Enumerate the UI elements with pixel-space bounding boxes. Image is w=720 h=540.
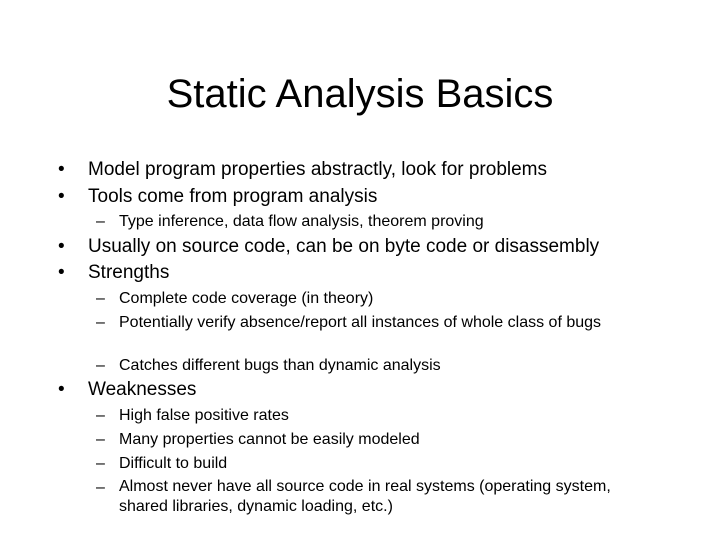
bullet-text: Weaknesses <box>88 379 197 400</box>
bullet-marker: • <box>58 379 65 400</box>
sub-bullet-item <box>96 211 639 232</box>
bullet-text: Tools come from program analysis <box>88 186 378 207</box>
sub-bullet-item <box>96 312 639 333</box>
bullet-marker: • <box>58 159 65 180</box>
slide-title: Static Analysis Basics <box>166 72 554 116</box>
sub-bullet-marker: – <box>96 479 105 496</box>
sub-bullet-item <box>96 288 639 309</box>
sub-bullet-marker: – <box>96 431 105 448</box>
bullet-item <box>58 158 548 182</box>
sub-bullet-item <box>96 477 639 517</box>
bullet-text: Model program properties abstractly, look for problems <box>88 159 548 180</box>
bullet-text: Strengths <box>88 262 170 283</box>
bullet-marker: • <box>58 262 65 283</box>
sub-bullet-marker: – <box>96 357 105 374</box>
sub-bullet-marker: – <box>96 213 105 230</box>
sub-bullet-text: High false positive rates <box>119 407 289 424</box>
bullet-marker: • <box>58 236 65 257</box>
bullet-item <box>58 378 197 402</box>
sub-bullet-item <box>96 355 639 376</box>
bullet-text: Usually on source code, can be on byte code or disassembly <box>88 236 600 257</box>
sub-bullet-text: Complete code coverage (in theory) <box>119 290 374 307</box>
sub-bullet-text: Almost never have all source code in real systems (operating system, shared libraries, dynamic loading, etc.) <box>119 478 611 515</box>
sub-bullet-item <box>96 405 639 426</box>
sub-bullet-text: Many properties cannot be easily modeled <box>119 431 420 448</box>
sub-bullet-text: Difficult to build <box>119 455 228 472</box>
bullet-item <box>58 235 600 259</box>
bullet-item <box>58 185 378 209</box>
sub-bullet-text: Catches different bugs than dynamic analysis <box>119 357 441 374</box>
sub-bullet-item <box>96 453 639 474</box>
bullet-marker: • <box>58 186 65 207</box>
sub-bullet-marker: – <box>96 314 105 331</box>
sub-bullet-marker: – <box>96 455 105 472</box>
sub-bullet-marker: – <box>96 290 105 307</box>
sub-bullet-text: Type inference, data flow analysis, theorem proving <box>119 213 484 230</box>
sub-bullet-marker: – <box>96 407 105 424</box>
sub-bullet-item <box>96 429 639 450</box>
bullet-item <box>58 261 170 285</box>
sub-bullet-text: Potentially verify absence/report all instances of whole class of bugs <box>119 314 602 331</box>
